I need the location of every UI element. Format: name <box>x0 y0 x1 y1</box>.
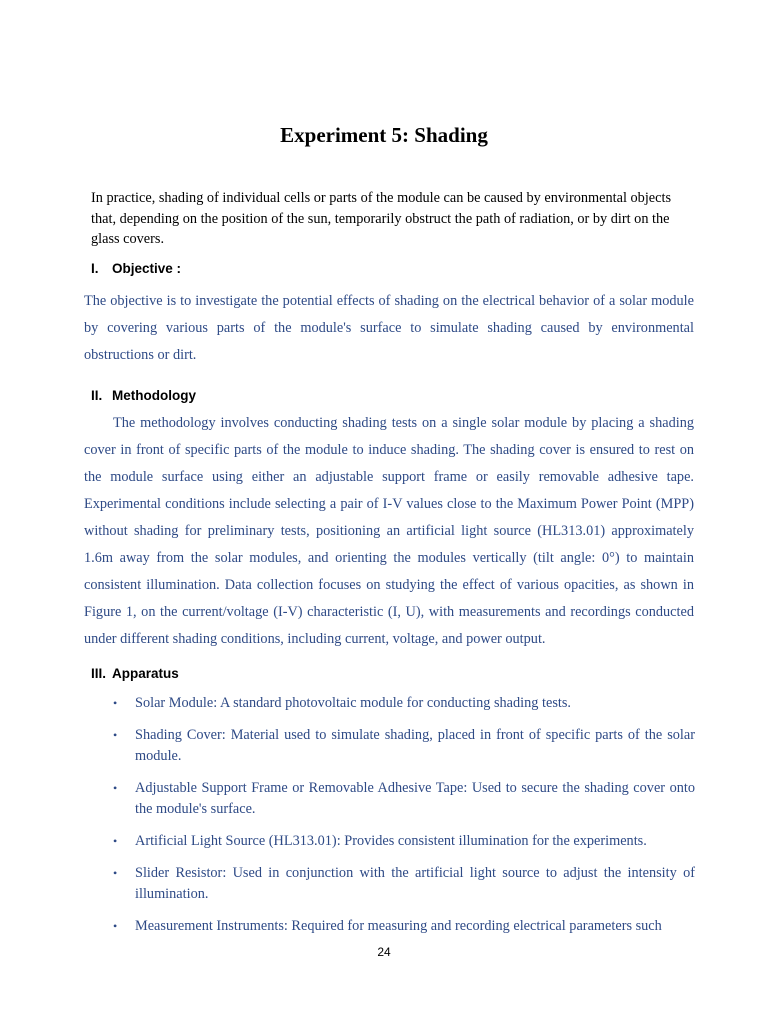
apparatus-heading <box>91 665 179 683</box>
apparatus-item-text: Adjustable Support Frame or Removable Adhesive Tape: Used to secure the shading cover onto the module's surface. <box>135 780 695 817</box>
objective-paragraph: The objective is to investigate the potential effects of shading on the electrical behavior of a solar module by covering various parts of the module's surface to simulate shading caused by environmental obstructions or dirt. <box>84 293 694 363</box>
bullet-icon: • <box>113 919 118 933</box>
apparatus-item-text: Shading Cover: Material used to simulate shading, placed in front of specific parts of the solar module. <box>135 727 695 764</box>
apparatus-heading-number: III. <box>91 666 107 681</box>
bullet-icon: • <box>113 781 118 795</box>
apparatus-item <box>113 916 695 937</box>
apparatus-item <box>113 725 695 767</box>
intro-paragraph: In practice, shading of individual cells or parts of the module can be caused by environmental objects that, depending on the position of the sun, temporarily obstruct the path of radiation, or by dirt on the glass covers. <box>91 190 672 247</box>
methodology-heading-number: II. <box>91 388 103 403</box>
apparatus-item <box>113 863 695 905</box>
objective-heading <box>91 260 181 278</box>
apparatus-item-text: Measurement Instruments: Required for measuring and recording electrical parameters such <box>135 918 662 934</box>
methodology-heading-label: Methodology <box>112 388 196 403</box>
bullet-icon: • <box>113 834 118 848</box>
apparatus-item <box>113 778 695 820</box>
apparatus-item <box>113 831 695 852</box>
apparatus-item-text: Solar Module: A standard photovoltaic module for conducting shading tests. <box>135 695 571 711</box>
apparatus-item-text: Artificial Light Source (HL313.01): Provides consistent illumination for the experiments. <box>135 833 647 849</box>
objective-heading-number: I. <box>91 261 99 276</box>
apparatus-list <box>113 693 695 948</box>
bullet-icon: • <box>113 696 118 710</box>
bullet-icon: • <box>113 866 118 880</box>
methodology-heading <box>91 387 196 405</box>
apparatus-item-text: Slider Resistor: Used in conjunction with the artificial light source to adjust the intensity of illumination. <box>135 865 695 902</box>
page-number: 24 <box>377 945 391 959</box>
apparatus-item <box>113 693 695 714</box>
objective-heading-label: Objective : <box>112 261 182 276</box>
apparatus-heading-label: Apparatus <box>112 666 179 681</box>
page-title: Experiment 5: Shading <box>280 123 488 147</box>
methodology-paragraph: The methodology involves conducting shading tests on a single solar module by placing a shading cover in front of specific parts of the module to induce shading. The shading cover is ensured to rest on the module surface using either an adjustable support frame or easily removable adhesive tape. Experimental conditions include selecting a pair of I-V values close to the Maximum Power Point (MPP) without shading for preliminary tests, positioning an artificial light source (HL313.01) approximately 1.6m away from the solar modules, and orienting the modules vertically (tilt angle: 0°) to maintain consistent illumination. Data collection focuses on studying the effect of various opacities, as shown in Figure 1, on the current/voltage (I-V) characteristic (I, U), with measurements and recordings conducted under different shading conditions, including current, voltage, and power output. <box>84 415 694 647</box>
bullet-icon: • <box>113 728 118 742</box>
